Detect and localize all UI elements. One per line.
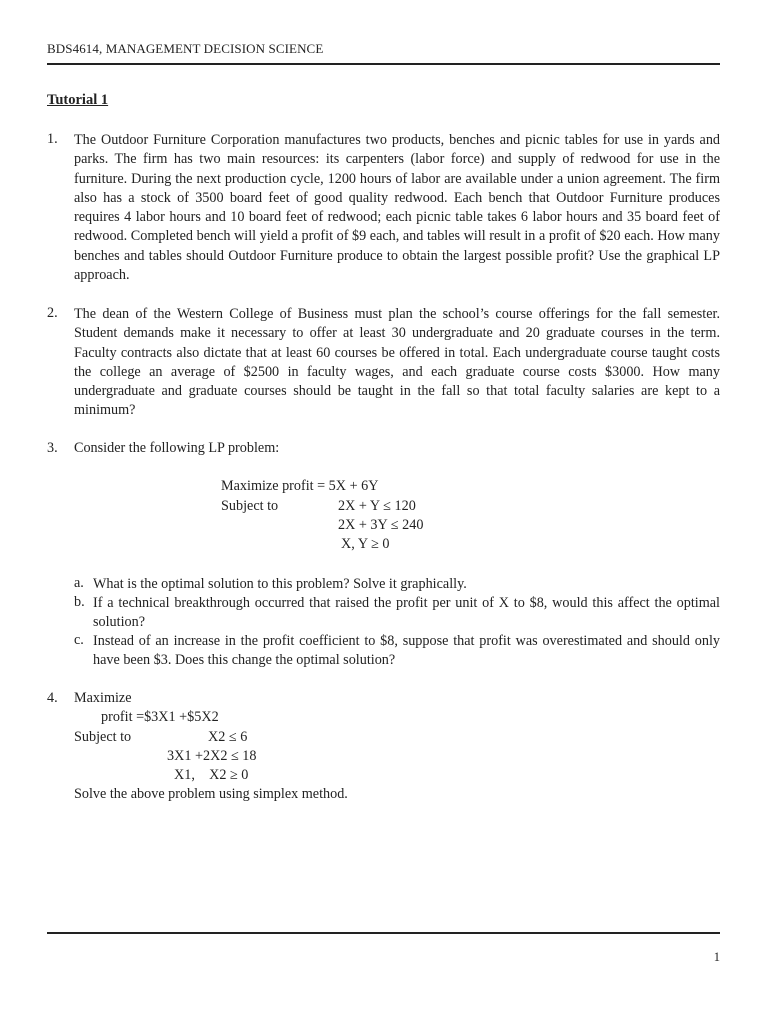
question-3-intro: Consider the following LP problem: [74,440,280,456]
question-4-number: 4. [47,690,58,706]
question-4-constraint-1: X2 ≤ 6 [208,729,248,745]
question-1-text: The Outdoor Furniture Corporation manufactures two products, benches and picnic tables for use in yards and parks. The firm has two main resources: its carpenters (labor force) and supply of redwood for use in the furniture. During the next production cycle, 1200 hours of labor are available under a union agreement. The firm also has a stock of 3500 board feet of good quality redwood. Each bench that Outdoor Furniture produces requires 4 labor hours and 10 board feet of redwood; each picnic table takes 6 labor hours and 35 board feet of redwood. Completed bench will yield a profit of $9 each, and tables will result in a profit of $20 each. How many benches and tables should Outdoor Furniture produce to obtain the largest possible profit? Use the graphical LP approach. [74,132,720,284]
question-4-subject-to: Subject to [74,729,132,745]
question-3-number: 3. [47,440,58,456]
header-rule [47,63,720,65]
question-3-subject-to: Subject to [221,498,279,514]
question-2-number: 2. [47,305,58,321]
question-3-part-c-text: Instead of an increase in the profit coefficient to $8, suppose that profit was overestimated and should only have been $3. Does this change the optimal solution? [93,633,720,669]
question-3-part-a-text: What is the optimal solution to this problem? Solve it graphically. [93,576,467,592]
question-3-constraint-1: 2X + Y ≤ 120 [338,498,416,514]
page-number: 1 [713,950,720,964]
question-4-objective: profit =$3X1 +$5X2 [101,709,219,725]
question-3-constraint-2: 2X + 3Y ≤ 240 [338,517,424,533]
question-3-part-b-text: If a technical breakthrough occurred that raised the profit per unit of X to $8, would this affect the optimal solution? [93,595,720,631]
question-4-constraint-2: 3X1 +2X2 ≤ 18 [167,748,257,764]
question-3-part-a-marker: a. [74,575,84,591]
question-3-constraint-3: X, Y ≥ 0 [341,536,390,552]
question-3-part-b-marker: b. [74,594,85,610]
question-1-number: 1. [47,131,58,147]
page-title: Tutorial 1 [47,92,109,108]
question-2-text: The dean of the Western College of Business must plan the school’s course offerings for the fall semester. Student demands make it necessary to offer at least 30 undergraduate and 20 graduate courses in the term. Faculty contracts also dictate that at least 60 courses be offered in total. Each undergraduate course taught costs the college an average of $2500 in faculty wages, and each graduate course costs $3000. How many undergraduate and graduate courses should be taught in the fall so that total faculty salaries are kept to a minimum? [74,306,720,419]
question-3-part-c-marker: c. [74,632,84,648]
question-3-objective: Maximize profit = 5X + 6Y [221,478,379,494]
footer-rule [47,932,720,934]
question-4-instruction: Solve the above problem using simplex method. [74,786,348,802]
question-4-constraint-3: X1, X2 ≥ 0 [174,767,249,783]
question-4-maximize: Maximize [74,690,132,706]
document-header: BDS4614, MANAGEMENT DECISION SCIENCE [47,41,324,56]
